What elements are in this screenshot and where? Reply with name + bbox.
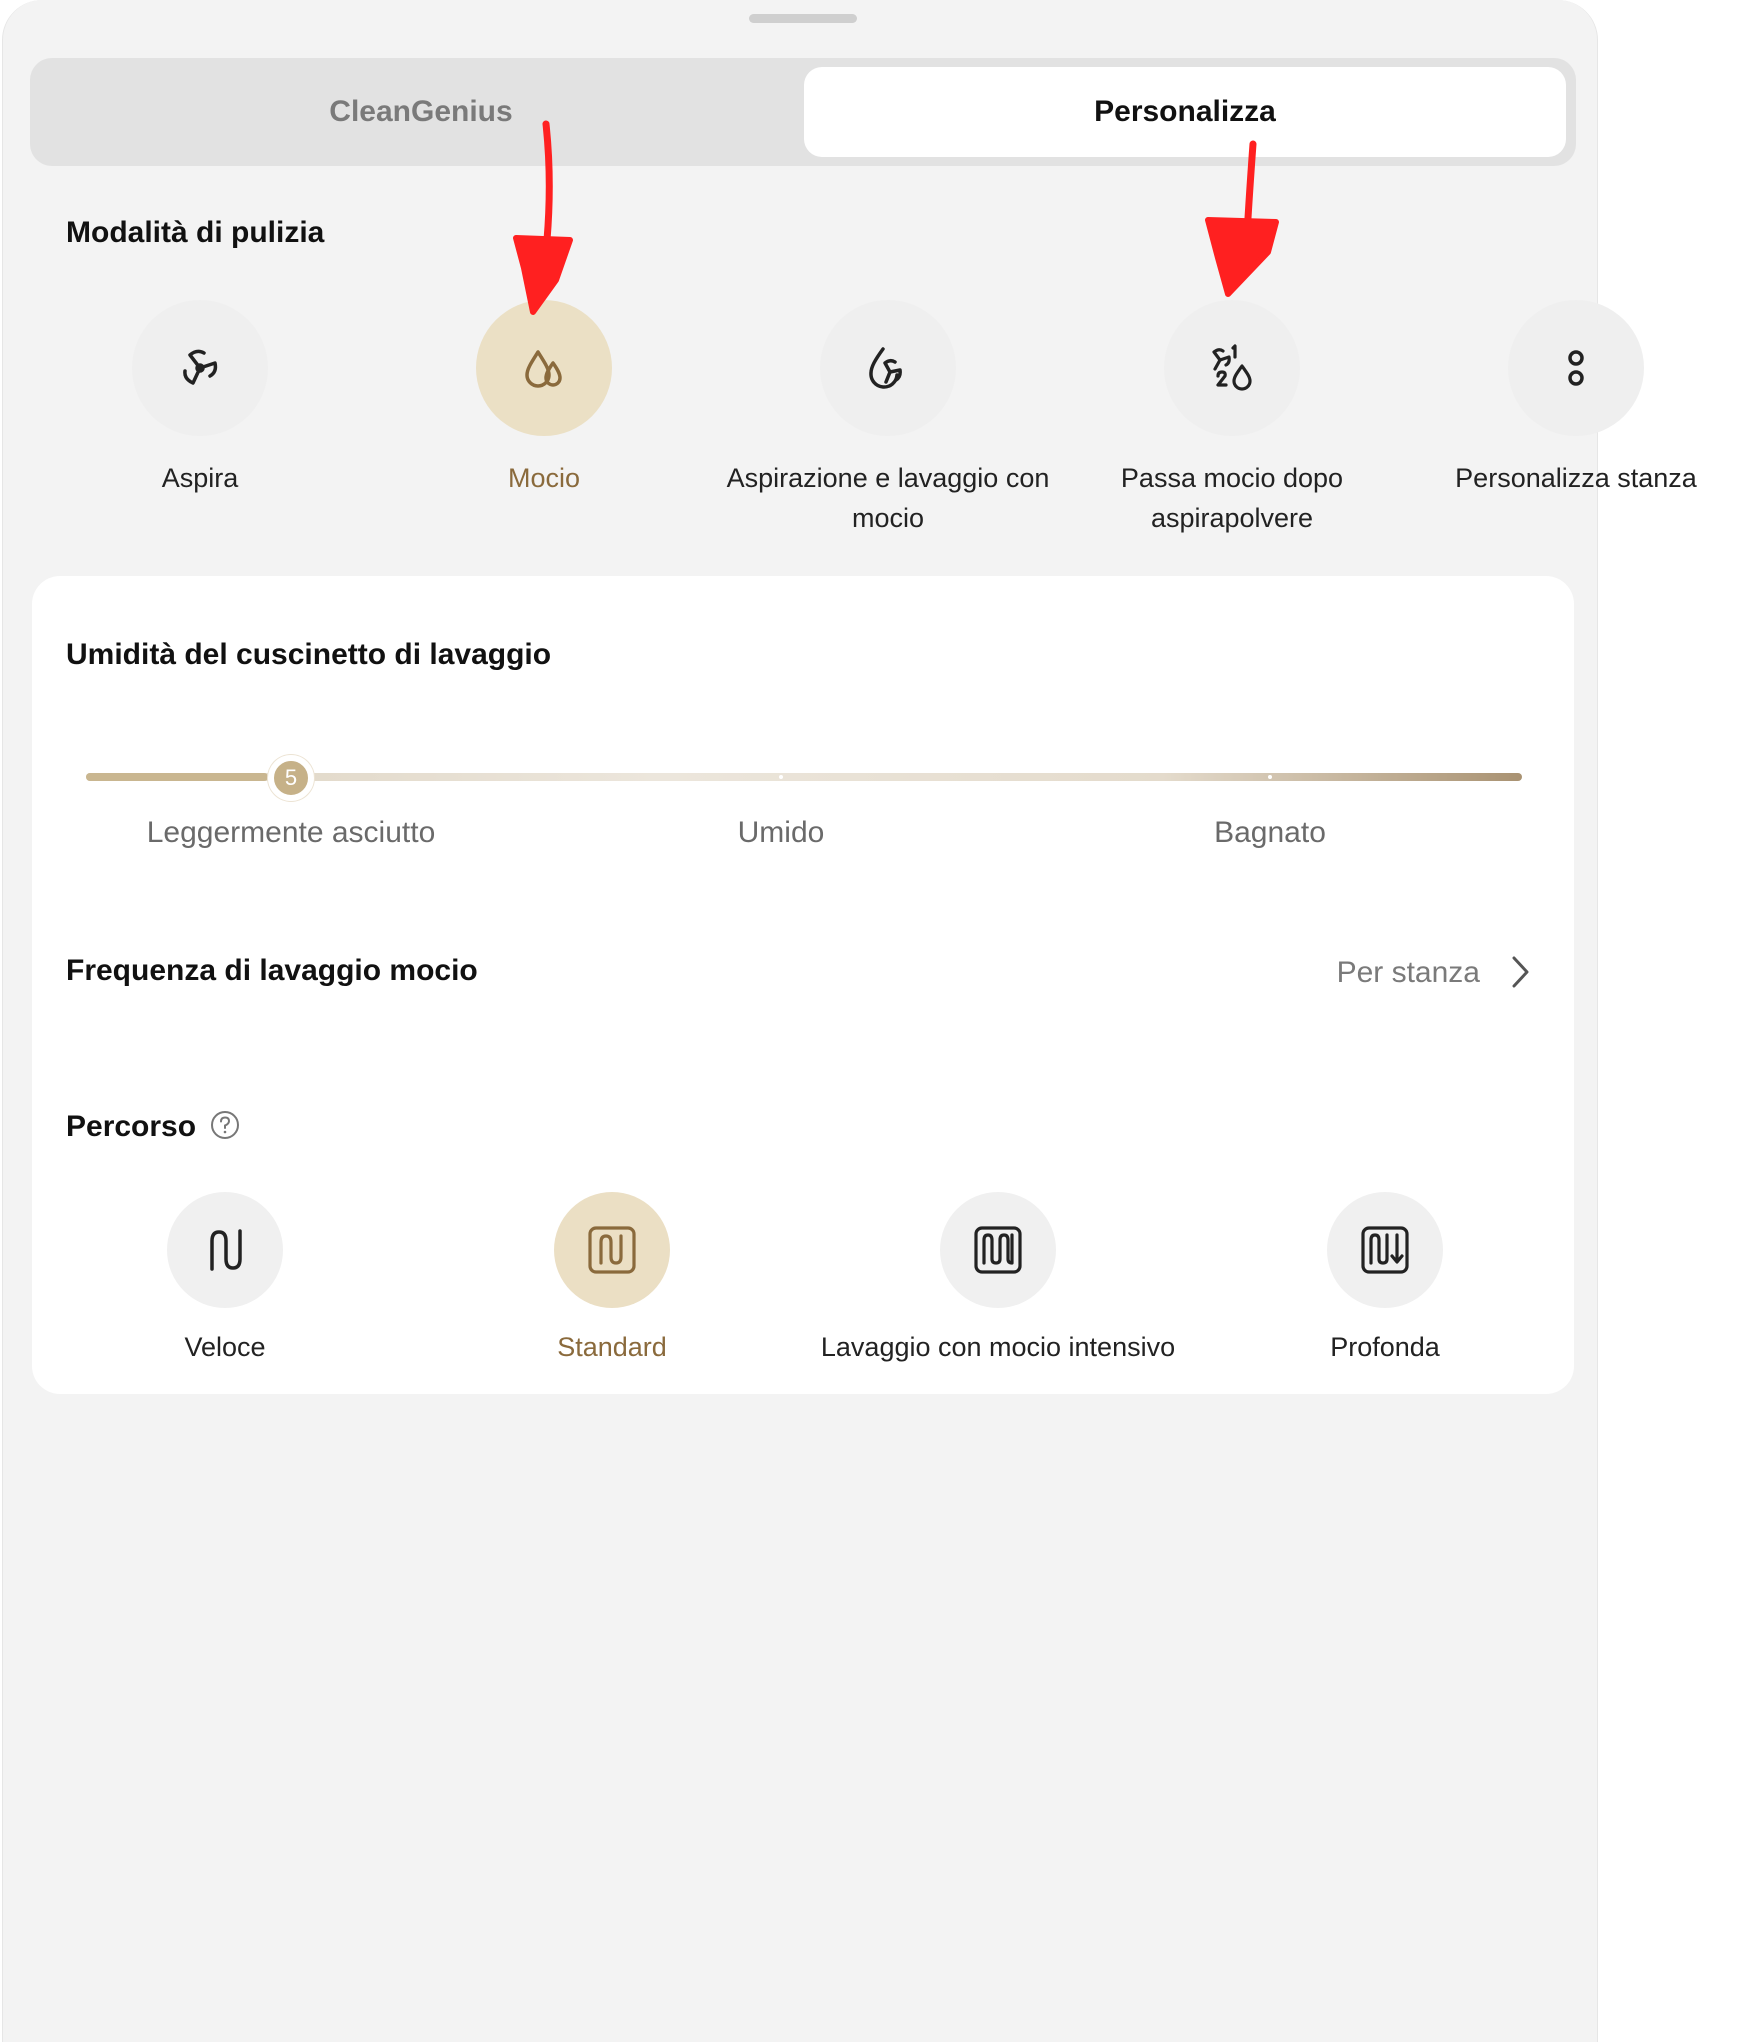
humidity-slider-thumb[interactable]: 5 bbox=[268, 755, 314, 801]
annotation-arrow-passa-mocio bbox=[1208, 144, 1276, 294]
route-profonda[interactable] bbox=[1192, 1192, 1578, 1363]
tab-cleangenius[interactable]: CleanGenius bbox=[329, 95, 513, 128]
route-intensivo[interactable] bbox=[805, 1192, 1191, 1363]
chevron-right-icon bbox=[1510, 954, 1532, 995]
route-label: Standard bbox=[557, 1332, 667, 1362]
slider-step-dot bbox=[779, 775, 783, 779]
help-icon[interactable] bbox=[210, 1110, 240, 1145]
mop-wash-value: Per stanza bbox=[1336, 956, 1480, 989]
mode-label: Aspira bbox=[161, 463, 239, 493]
mode-label: Aspirazione e lavaggio con mocio bbox=[726, 463, 1050, 533]
mode-label: Mocio bbox=[507, 463, 581, 493]
route-label: Veloce bbox=[184, 1332, 266, 1362]
mop-wash-frequency-row[interactable] bbox=[32, 946, 1574, 1006]
annotation-arrow-mocio bbox=[516, 124, 570, 312]
mode-label: Passa mocio dopo aspirapolvere bbox=[1120, 463, 1344, 533]
route-title: Percorso bbox=[66, 1110, 197, 1143]
route-label: Profonda bbox=[1330, 1332, 1440, 1362]
humidity-slider-fill bbox=[86, 773, 268, 781]
slider-step-dot bbox=[1268, 775, 1272, 779]
annotation-arrows bbox=[0, 0, 1600, 400]
cleaning-mode-title: Modalità di pulizia bbox=[66, 216, 325, 249]
route-standard-icon bbox=[554, 1192, 670, 1308]
humidity-title: Umidità del cuscinetto di lavaggio bbox=[66, 638, 552, 671]
humidity-label-medium: Umido bbox=[737, 816, 825, 849]
route-label: Lavaggio con mocio intensivo bbox=[820, 1332, 1176, 1362]
humidity-label-wet: Bagnato bbox=[1214, 816, 1326, 849]
route-veloce[interactable] bbox=[32, 1192, 418, 1363]
route-intensive-icon bbox=[940, 1192, 1056, 1308]
humidity-label-dry: Leggermente asciutto bbox=[146, 816, 436, 849]
settings-card bbox=[32, 576, 1574, 1394]
route-standard[interactable] bbox=[419, 1192, 805, 1363]
mop-wash-title: Frequenza di lavaggio mocio bbox=[66, 954, 478, 987]
route-deep-icon bbox=[1327, 1192, 1443, 1308]
tab-personalizza[interactable]: Personalizza bbox=[804, 67, 1566, 157]
route-quick-icon bbox=[167, 1192, 283, 1308]
mode-label: Personalizza stanza bbox=[1455, 463, 1697, 493]
